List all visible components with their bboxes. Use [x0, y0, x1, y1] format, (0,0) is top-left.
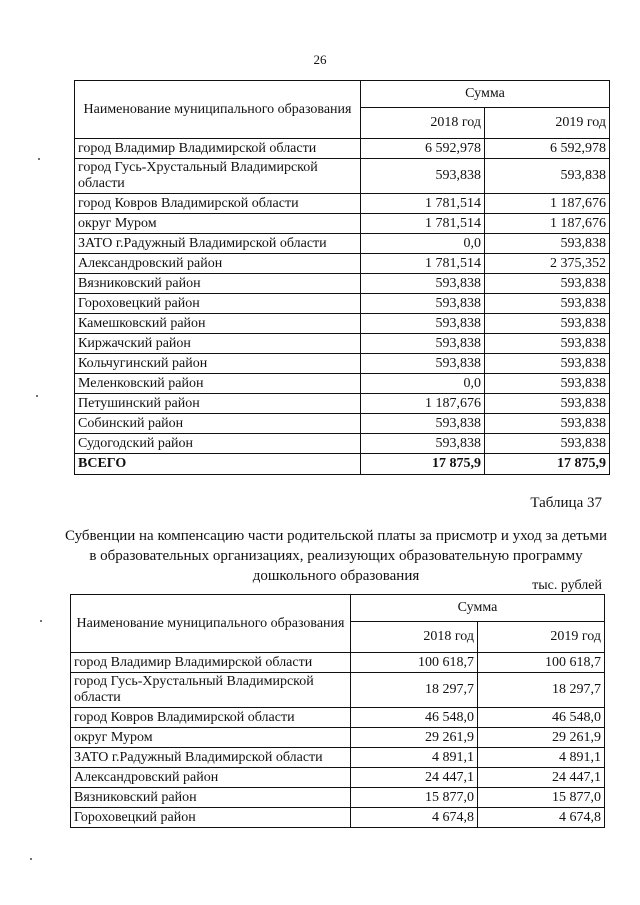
amount-2019-cell: 15 877,0: [478, 788, 605, 808]
table-row: [75, 274, 610, 294]
amount-2019-cell: 593,838: [485, 234, 610, 254]
table-row: [75, 139, 610, 159]
page-number: 26: [313, 52, 327, 67]
amount-2018-cell: 1 781,514: [361, 254, 485, 274]
amount-2018-cell: 18 297,7: [351, 673, 478, 708]
table-row: [71, 673, 605, 708]
municipality-name-cell: город Гусь-Хрустальный Владимирской области: [71, 673, 351, 708]
municipality-name-cell: Александровский район: [75, 254, 361, 274]
scan-speck: [30, 858, 32, 860]
municipality-name-cell: Петушинский район: [75, 394, 361, 414]
table-row: [75, 214, 610, 234]
amount-2018-cell: 593,838: [361, 414, 485, 434]
table-row: [71, 728, 605, 748]
scan-speck: [36, 395, 38, 397]
table-row: [75, 159, 610, 194]
amount-2019-cell: 18 297,7: [478, 673, 605, 708]
amount-2019-cell: 593,838: [485, 294, 610, 314]
amount-2018-cell: 593,838: [361, 434, 485, 454]
amount-2018-cell: 593,838: [361, 314, 485, 334]
amount-2018-cell: 593,838: [361, 274, 485, 294]
amount-2019-cell: 2 375,352: [485, 254, 610, 274]
column-header-2018: 2018 год: [361, 108, 485, 139]
amount-2018-cell: 100 618,7: [351, 653, 478, 673]
column-header-2018: 2018 год: [351, 622, 478, 653]
table-row: [75, 234, 610, 254]
amount-2018-cell: 6 592,978: [361, 139, 485, 159]
amount-2019-cell: 593,838: [485, 159, 610, 194]
amount-2018-cell: 29 261,9: [351, 728, 478, 748]
municipality-name-cell: Судогодский район: [75, 434, 361, 454]
table-units: тыс. рублей: [532, 578, 602, 593]
municipality-name-cell: Камешковский район: [75, 314, 361, 334]
municipality-name-cell: Вязниковский район: [75, 274, 361, 294]
amount-2019-cell: 46 548,0: [478, 708, 605, 728]
municipality-name-cell: город Ковров Владимирской области: [71, 708, 351, 728]
table-row: [71, 748, 605, 768]
table-row: [71, 808, 605, 828]
amount-2019-cell: 593,838: [485, 334, 610, 354]
amount-2018-cell: 1 781,514: [361, 194, 485, 214]
amount-2018-cell: 46 548,0: [351, 708, 478, 728]
table-row: [71, 653, 605, 673]
table-row: [75, 314, 610, 334]
amount-2019-cell: 1 187,676: [485, 194, 610, 214]
amount-2018-cell: 4 674,8: [351, 808, 478, 828]
municipality-name-cell: округ Муром: [75, 214, 361, 234]
table-row: [75, 294, 610, 314]
municipality-name-cell: Гороховецкий район: [71, 808, 351, 828]
table-row: [75, 334, 610, 354]
table-row: [75, 434, 610, 454]
table-row: [75, 194, 610, 214]
municipality-name-cell: Гороховецкий район: [75, 294, 361, 314]
amount-2018-cell: 15 877,0: [351, 788, 478, 808]
amount-2019-cell: 593,838: [485, 434, 610, 454]
amount-2018-cell: 0,0: [361, 374, 485, 394]
amount-2019-cell: 100 618,7: [478, 653, 605, 673]
table-number: Таблица 37: [530, 495, 602, 511]
amount-2019-cell: 593,838: [485, 374, 610, 394]
column-header-name: Наименование муниципального образования: [71, 595, 351, 653]
municipality-name-cell: ЗАТО г.Радужный Владимирской области: [75, 234, 361, 254]
amount-2018-cell: 4 891,1: [351, 748, 478, 768]
municipality-name-cell: город Ковров Владимирской области: [75, 194, 361, 214]
amount-2018-cell: 24 447,1: [351, 768, 478, 788]
column-header-2019: 2019 год: [478, 622, 605, 653]
table-row: [75, 394, 610, 414]
scan-speck: [38, 158, 40, 160]
table-title: Субвенции на компенсацию части родительской платы за присмотр и уход за детьми в образовательных организациях, реализующих образовательную программу дошкольного образования: [64, 528, 608, 584]
amount-2018-cell: 593,838: [361, 354, 485, 374]
scan-speck: [40, 620, 42, 622]
table-row: [75, 354, 610, 374]
column-header-2019: 2019 год: [485, 108, 610, 139]
municipality-name-cell: город Владимир Владимирской области: [75, 139, 361, 159]
table-row: [75, 374, 610, 394]
amount-2019-cell: 593,838: [485, 274, 610, 294]
amount-2019-cell: 24 447,1: [478, 768, 605, 788]
amount-2019-cell: 593,838: [485, 354, 610, 374]
amount-2019-cell: 6 592,978: [485, 139, 610, 159]
table-row: [71, 788, 605, 808]
municipality-name-cell: город Владимир Владимирской области: [71, 653, 351, 673]
municipality-name-cell: Меленковский район: [75, 374, 361, 394]
amount-2019-cell: 593,838: [485, 314, 610, 334]
municipality-name-cell: Киржачский район: [75, 334, 361, 354]
municipality-name-cell: ЗАТО г.Радужный Владимирской области: [71, 748, 351, 768]
municipality-name-cell: Собинский район: [75, 414, 361, 434]
municipality-name-cell: Кольчугинский район: [75, 354, 361, 374]
column-header-sum: Сумма: [351, 595, 605, 622]
column-header-sum: Сумма: [361, 81, 610, 108]
amount-2018-cell: 593,838: [361, 334, 485, 354]
column-header-name: Наименование муниципального образования: [75, 81, 361, 139]
amount-2019-cell: 29 261,9: [478, 728, 605, 748]
municipality-name-cell: Вязниковский район: [71, 788, 351, 808]
municipality-name-cell: город Гусь-Хрустальный Владимирской области: [75, 159, 361, 194]
amount-2018-cell: 0,0: [361, 234, 485, 254]
amount-2019-cell: 17 875,9: [485, 454, 610, 475]
amount-2018-cell: 593,838: [361, 294, 485, 314]
amount-2019-cell: 4 674,8: [478, 808, 605, 828]
amount-2018-cell: 1 187,676: [361, 394, 485, 414]
table-total-row: [75, 454, 610, 475]
table-row: [75, 254, 610, 274]
subsidy-table-37: [70, 594, 605, 828]
amount-2019-cell: 593,838: [485, 414, 610, 434]
amount-2018-cell: 593,838: [361, 159, 485, 194]
table-row: [71, 708, 605, 728]
municipality-name-cell: Александровский район: [71, 768, 351, 788]
amount-2019-cell: 593,838: [485, 394, 610, 414]
amount-2019-cell: 1 187,676: [485, 214, 610, 234]
table-row: [75, 414, 610, 434]
table-row: [71, 768, 605, 788]
amount-2018-cell: 1 781,514: [361, 214, 485, 234]
amount-2018-cell: 17 875,9: [361, 454, 485, 475]
subsidy-table-previous: [74, 80, 610, 475]
municipality-name-cell: ВСЕГО: [75, 454, 361, 475]
amount-2019-cell: 4 891,1: [478, 748, 605, 768]
municipality-name-cell: округ Муром: [71, 728, 351, 748]
